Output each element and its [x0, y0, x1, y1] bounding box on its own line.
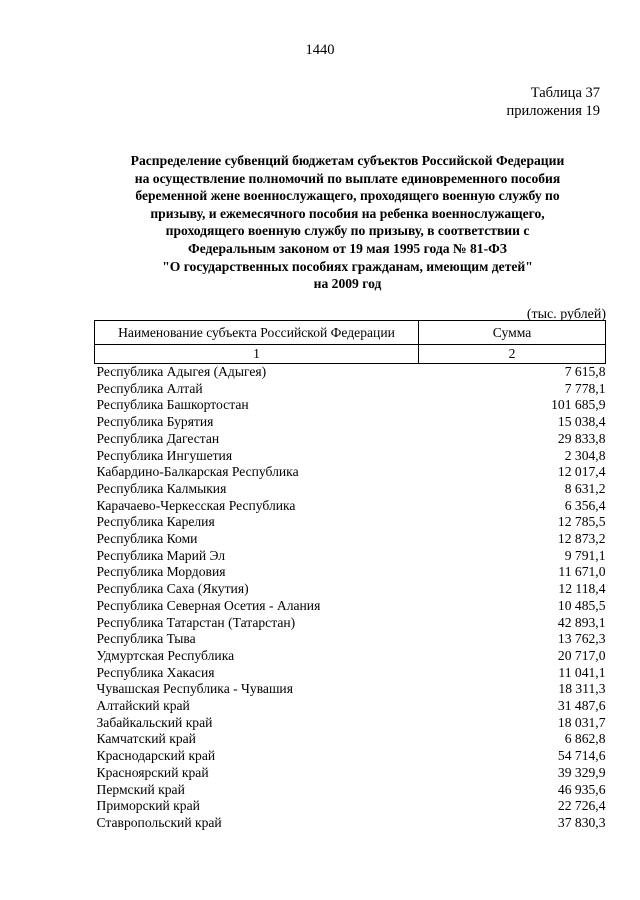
- table-column-number-row: [95, 345, 606, 364]
- sum-cell: 54 714,6: [557, 748, 606, 764]
- table-body: [95, 364, 606, 832]
- sum-cell: 13 762,3: [557, 631, 606, 647]
- region-name-cell: Пермский край: [96, 781, 185, 797]
- region-name-cell: Республика Алтай: [96, 380, 203, 396]
- title-line: беременной жене военнослужащего, проходящего военную службу по: [135, 188, 560, 204]
- region-name-cell: Республика Хакасия: [96, 664, 215, 680]
- sum-cell: 31 487,6: [557, 698, 606, 714]
- sum-cell: 12 118,4: [558, 581, 606, 597]
- table-row: [95, 748, 606, 765]
- sum-cell: 12 017,4: [557, 464, 606, 480]
- region-name-cell: Кабардино-Балкарская Республика: [96, 464, 299, 480]
- table-row: [95, 397, 606, 414]
- table-row: [95, 548, 606, 565]
- region-name-cell: Республика Саха (Якутия): [96, 581, 249, 597]
- header-sum: Сумма: [419, 321, 606, 345]
- region-name-cell: Республика Бурятия: [96, 414, 214, 430]
- table-row: [95, 514, 606, 531]
- region-name-cell: Чувашская Республика - Чувашия: [96, 681, 293, 697]
- table-row: [95, 431, 606, 448]
- sum-cell: 7 778,1: [564, 380, 606, 396]
- sum-cell: 12 785,5: [557, 514, 606, 530]
- region-name-cell: Республика Адыгея (Адыгея): [96, 364, 267, 379]
- title-line: на осуществление полномочий по выплате единовременного пособия: [134, 170, 561, 186]
- table-row: [95, 798, 606, 815]
- table-row: [95, 698, 606, 715]
- sum-cell: 20 717,0: [557, 647, 606, 663]
- table-row: [95, 581, 606, 598]
- region-name-cell: Республика Ингушетия: [96, 447, 233, 463]
- title-line: Распределение субвенций бюджетам субъектов Российской Федерации: [130, 153, 565, 168]
- units-label: (тыс. рублей): [526, 307, 606, 322]
- table-row: [95, 765, 606, 782]
- region-name-cell: Республика Коми: [96, 531, 198, 547]
- sum-cell: 10 485,5: [557, 597, 606, 613]
- table-row: [95, 481, 606, 498]
- region-name-cell: Республика Карелия: [96, 514, 215, 530]
- table-row: [95, 815, 606, 832]
- region-name-cell: Камчатский край: [96, 731, 196, 747]
- sum-cell: 15 038,4: [557, 414, 606, 430]
- sum-cell: 6 862,8: [564, 731, 606, 747]
- region-name-cell: Удмуртская Республика: [96, 647, 235, 663]
- table-row: [95, 648, 606, 665]
- sum-cell: 7 615,8: [564, 364, 606, 379]
- region-name-cell: Республика Северная Осетия - Алания: [96, 597, 321, 613]
- table-row: [95, 381, 606, 398]
- sum-cell: 18 311,3: [558, 681, 606, 697]
- sum-cell: 37 830,3: [557, 814, 606, 830]
- table-row: [95, 615, 606, 632]
- region-name-cell: Республика Калмыкия: [96, 480, 227, 496]
- sum-cell: 39 329,9: [557, 764, 606, 780]
- table-row: [95, 715, 606, 732]
- header-region-name: Наименование субъекта Российской Федерации: [95, 321, 419, 345]
- table-row: [95, 782, 606, 799]
- region-name-cell: Республика Татарстан (Татарстан): [96, 614, 296, 630]
- table-row: [95, 364, 606, 381]
- sum-cell: 18 031,7: [557, 714, 606, 730]
- sum-cell: 11 041,1: [558, 664, 606, 680]
- table-row: [95, 631, 606, 648]
- table-row: [95, 414, 606, 431]
- table-row: [95, 531, 606, 548]
- table-row: [95, 464, 606, 481]
- sum-cell: 29 833,8: [557, 430, 606, 446]
- region-name-cell: Алтайский край: [96, 698, 190, 714]
- table-row: [95, 564, 606, 581]
- title-line: на 2009 год: [313, 276, 382, 292]
- title-line: "О государственных пособиях гражданам, имеющим детей": [162, 258, 533, 274]
- table-row: [95, 598, 606, 615]
- region-name-cell: Республика Дагестан: [96, 430, 220, 446]
- document-title: [95, 152, 600, 293]
- region-name-cell: Краснодарский край: [96, 748, 216, 764]
- column-number-1: 1: [95, 345, 419, 364]
- region-name-cell: Карачаево-Черкесская Республика: [96, 497, 296, 513]
- title-line: Федеральным законом от 19 мая 1995 года № 81-ФЗ: [188, 240, 507, 256]
- table-reference: [507, 84, 600, 120]
- region-name-cell: Красноярский край: [96, 764, 209, 780]
- page-number: 1440: [305, 42, 335, 58]
- sum-cell: 2 304,8: [564, 447, 606, 463]
- table-row: [95, 448, 606, 465]
- table-reference-line-2: приложения 19: [506, 103, 600, 119]
- sum-cell: 42 893,1: [557, 614, 606, 630]
- sum-cell: 46 935,6: [557, 781, 606, 797]
- table-row: [95, 681, 606, 698]
- table-row: [95, 498, 606, 515]
- title-line: проходящего военную службу по призыву, в соответствии с: [165, 223, 530, 239]
- sum-cell: 8 631,2: [564, 480, 606, 496]
- region-name-cell: Республика Марий Эл: [96, 547, 226, 563]
- region-name-cell: Республика Тыва: [96, 631, 196, 647]
- table-header-row: [95, 321, 606, 345]
- subvention-table: [94, 320, 606, 832]
- table-row: [95, 731, 606, 748]
- table-reference-line-1: Таблица 37: [530, 85, 600, 101]
- region-name-cell: Республика Башкортостан: [96, 397, 249, 413]
- region-name-cell: Забайкальский край: [96, 714, 213, 730]
- title-line: призыву, и ежемесячного пособия на ребенка военнослужащего,: [150, 205, 545, 221]
- region-name-cell: Республика Мордовия: [96, 564, 226, 580]
- column-number-2: 2: [419, 345, 606, 364]
- sum-cell: 11 671,0: [558, 564, 606, 580]
- table-row: [95, 665, 606, 682]
- sum-cell: 9 791,1: [564, 547, 606, 563]
- sum-cell: 6 356,4: [564, 497, 606, 513]
- region-name-cell: Ставропольский край: [96, 814, 222, 830]
- sum-cell: 22 726,4: [557, 798, 606, 814]
- region-name-cell: Приморский край: [96, 798, 200, 814]
- sum-cell: 101 685,9: [551, 397, 606, 413]
- sum-cell: 12 873,2: [557, 531, 606, 547]
